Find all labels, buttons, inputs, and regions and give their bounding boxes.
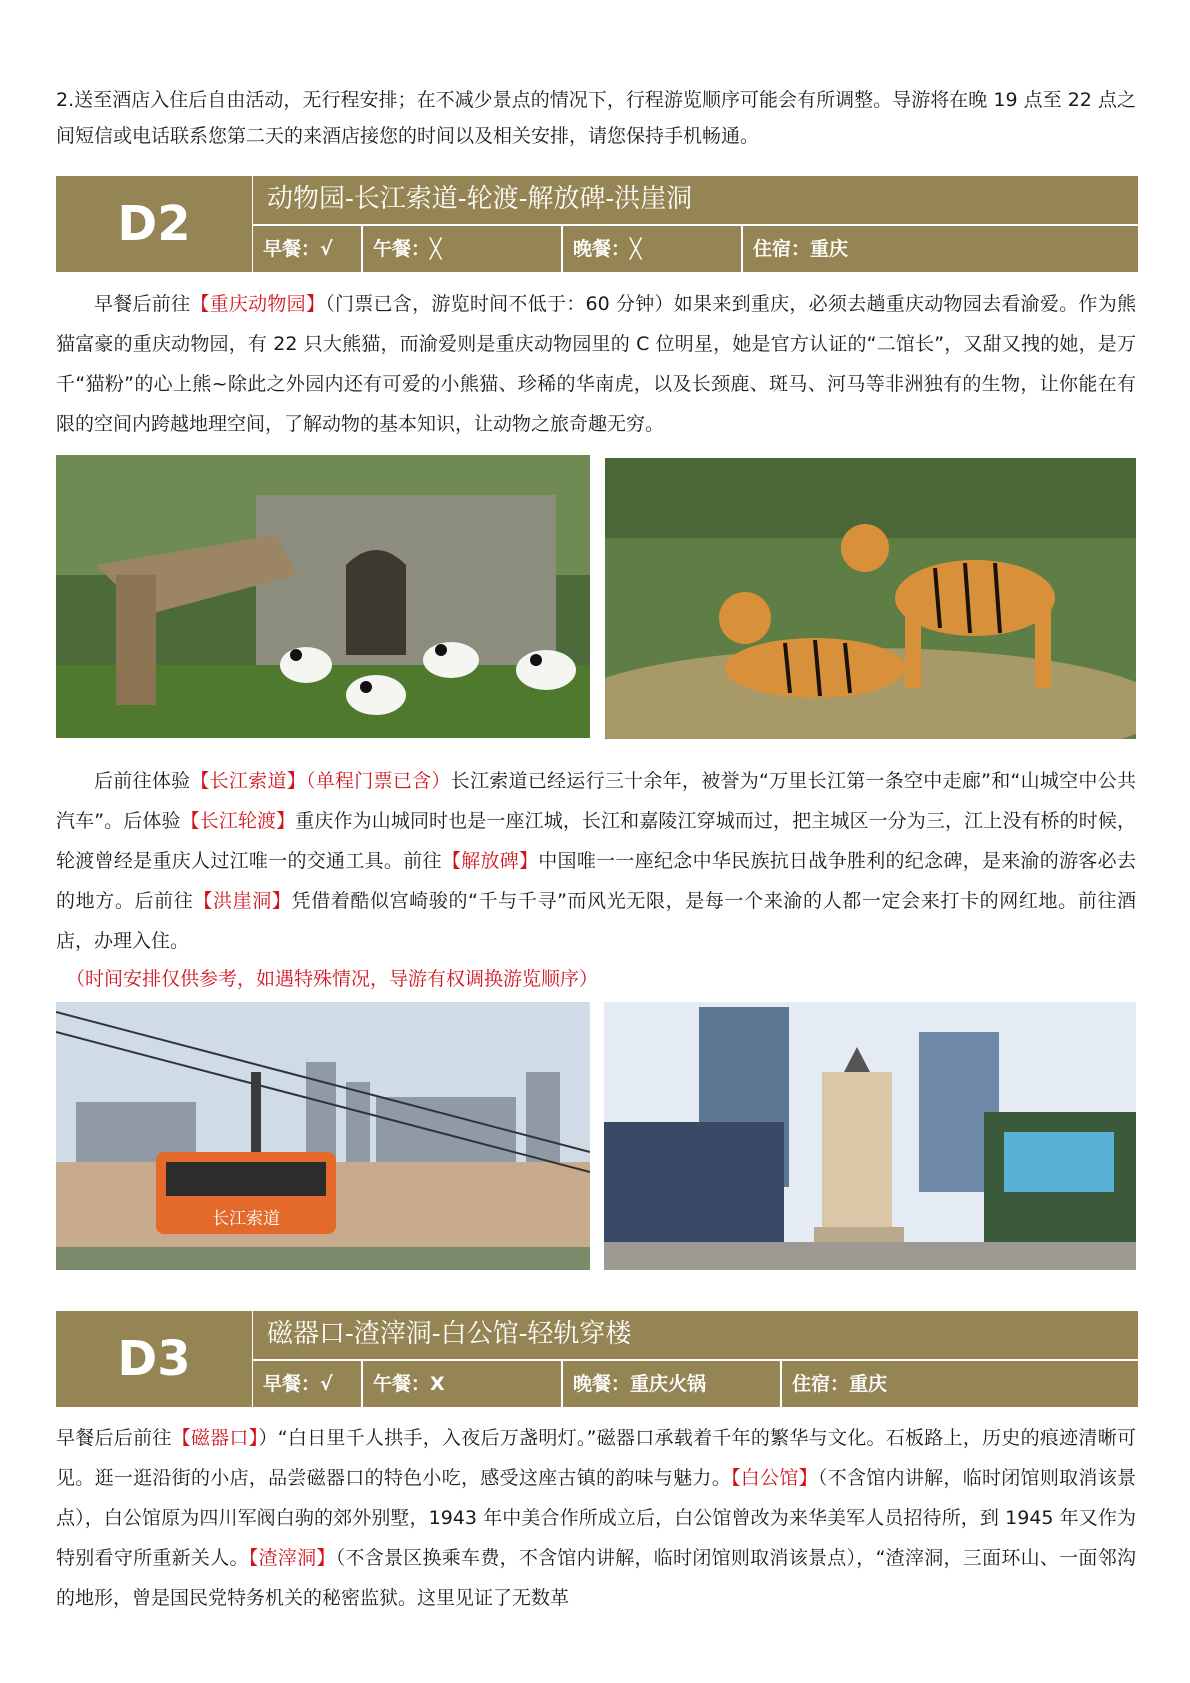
day-header-d3 — [56, 1311, 1138, 1407]
d3-paragraph: 早餐后后前往【磁器口】）“白日里千人拱手，入夜后万盏明灯。”磁器口承载着千年的繁华与文化。石板路上，历史的痕迹清晰可见。逛一逛沿街的小店，品尝磁器口的特色小吃，感受这座古镇的韵味与魅力。【白公馆】（不含馆内讲解，临时闭馆则取消该景点），白公馆原为四川军阀白驹的郊外别墅，1943 年中美合作所成立后，白公馆曾改为来华美军人员招待所，到 1945 年又作为特别看守所重新关人。【渣滓洞】（不含景区换乘车费，不含馆内讲解，临时闭馆则取消该景点），“渣滓洞，三面环山、一面邻沟的地形，曾是国民党特务机关的秘密监狱。这里见证了无数革 — [56, 1427, 1136, 1609]
tiger-photo — [605, 458, 1136, 739]
day-header-d2 — [56, 176, 1138, 272]
route-title-d3: 磁器口-渣滓洞-白公馆-轻轨穿楼 — [253, 1311, 1138, 1359]
jiefangbei-photo — [604, 1002, 1136, 1270]
baigongguan-link: 【白公馆】 — [730, 1467, 818, 1489]
zhazidong-link: 【渣滓洞】 — [248, 1547, 336, 1569]
lunch-d3: 午餐：X — [363, 1361, 561, 1407]
panda-photo — [56, 455, 590, 738]
day-label-d3: D3 — [56, 1311, 252, 1407]
zoo-link: 【重庆动物园】 — [190, 293, 326, 315]
cablecar-photo — [56, 1002, 590, 1270]
route-title-d2: 动物园-长江索道-轮渡-解放碑-洪崖洞 — [253, 176, 1138, 224]
schedule-note: （时间安排仅供参考，如遇特殊情况，导游有权调换游览顺序） — [66, 968, 599, 990]
cableway-link: 【长江索道】（单程门票已含） — [190, 770, 451, 792]
ciqikou-link: 【磁器口】 — [171, 1427, 259, 1449]
hongyadong-link: 【洪崖洞】 — [193, 890, 292, 912]
breakfast-d3: 早餐：√ — [253, 1361, 361, 1407]
stay-d2: 住宿：重庆 — [743, 226, 1138, 272]
dinner-d3: 晚餐：重庆火锅 — [563, 1361, 780, 1407]
d2-cable-paragraph: 后前往体验【长江索道】（单程门票已含）长江索道已经运行三十余年，被誉为“万里长江第一条空中走廊”和“山城空中公共汽车”。后体验【长江轮渡】重庆作为山城同时也是一座江城，长江和嘉陵江穿城而过，把主城区一分为三，江上没有桥的时候，轮渡曾经是重庆人过江唯一的交通工具。前往【解放碑】中国唯一一座纪念中华民族抗日战争胜利的纪念碑，是来渝的游客必去的地方。后前往【洪崖洞】凭借着酷似宫崎骏的“千与千寻”而风光无限，是每一个来渝的人都一定会来打卡的网红地。前往酒店，办理入住。 — [56, 770, 1136, 952]
breakfast-d2: 早餐：√ — [253, 226, 361, 272]
lunch-d2: 午餐：╳ — [363, 226, 561, 272]
day-label-d2: D2 — [56, 176, 252, 272]
ferry-link: 【长江轮渡】 — [180, 810, 296, 832]
cablecar-sign: 长江索道 — [212, 1209, 280, 1229]
d2-zoo-paragraph: 早餐后前往【重庆动物园】（门票已含，游览时间不低于：60 分钟）如果来到重庆，必须去趟重庆动物园去看渝爱。作为熊猫富豪的重庆动物园，有 22 只大熊猫，而渝爱则是重庆动物园里的 C 位明星，她是官方认证的“二馆长”，又甜又拽的她，是万千“猫粉”的心上熊~除此之外园内还有可爱的小熊猫、珍稀的华南虎，以及长颈鹿、斑马、河马等非洲独有的生物，让你能在有限的空间内跨越地理空间，了解动物的基本知识，让动物之旅奇趣无穷。 — [56, 293, 1136, 435]
stay-d3: 住宿：重庆 — [782, 1361, 1138, 1407]
dinner-d2: 晚餐：╳ — [563, 226, 741, 272]
intro-paragraph: 2.送至酒店入住后自由活动，无行程安排；在不减少景点的情况下，行程游览顺序可能会有所调整。导游将在晚 19 点至 22 点之间短信或电话联系您第二天的来酒店接您的时间以及相关安排，请您保持手机畅通。 — [56, 89, 1136, 147]
jiefangbei-link: 【解放碑】 — [441, 850, 539, 872]
